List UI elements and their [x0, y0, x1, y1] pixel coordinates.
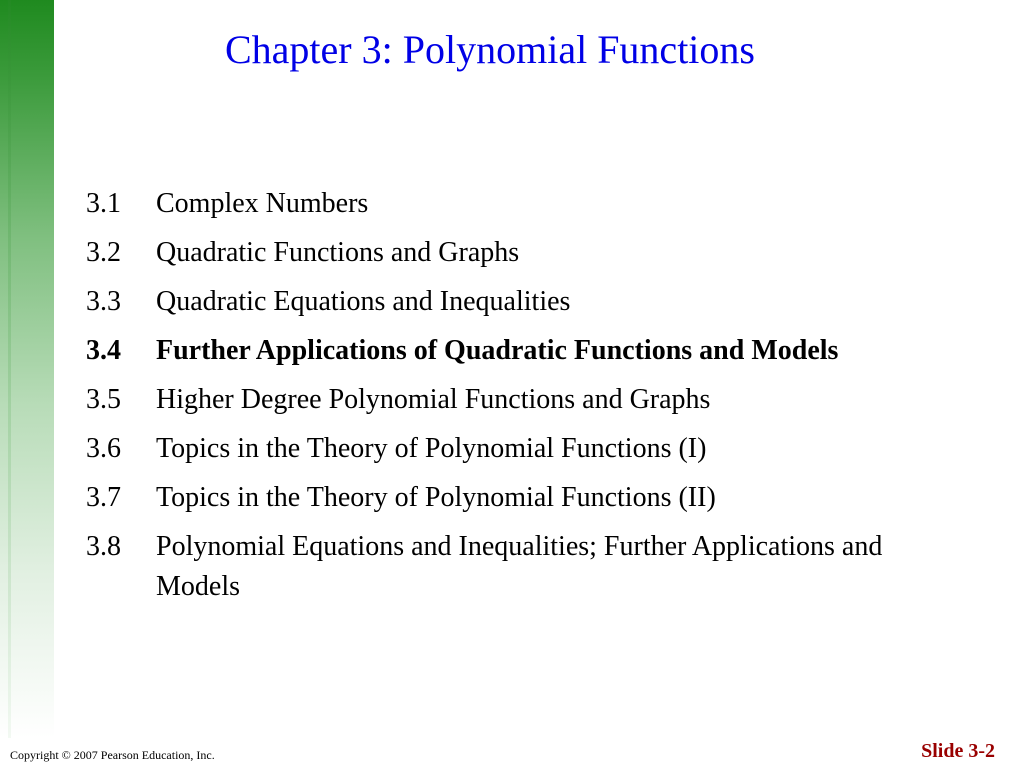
green-gradient-sidebar	[0, 0, 54, 738]
toc-item	[86, 380, 916, 420]
toc-item-text: Polynomial Equations and Inequalities; Further Applications and Models	[156, 531, 883, 602]
toc-item-text: Topics in the Theory of Polynomial Functions (I)	[156, 433, 707, 464]
toc-item-text: Topics in the Theory of Polynomial Functions (II)	[156, 482, 716, 513]
toc-item-text: Complex Numbers	[156, 188, 369, 219]
toc-item	[86, 527, 916, 607]
copyright-notice: Copyright © 2007 Pearson Education, Inc.	[10, 748, 215, 762]
toc-item	[86, 233, 916, 273]
toc-item	[86, 429, 916, 469]
toc-item-text: Quadratic Functions and Graphs	[156, 237, 520, 268]
toc-item-number: 3.8	[86, 531, 121, 562]
slide-title: Chapter 3: Polynomial Functions	[225, 27, 755, 72]
toc-item-current	[86, 331, 916, 371]
slide-number: Slide 3-2	[921, 740, 995, 762]
toc-item-number: 3.7	[86, 482, 121, 513]
toc-item-text: Higher Degree Polynomial Functions and Graphs	[156, 384, 711, 415]
toc-item-number: 3.2	[86, 237, 121, 268]
toc-item-number: 3.3	[86, 286, 121, 317]
toc-item-number: 3.1	[86, 188, 121, 219]
chapter-contents-list	[86, 184, 916, 616]
sidebar-edge-decoration	[8, 0, 11, 738]
toc-item	[86, 282, 916, 322]
toc-item-text: Further Applications of Quadratic Functions and Models	[156, 335, 839, 366]
toc-item-number: 3.4	[86, 335, 121, 366]
toc-item	[86, 184, 916, 224]
toc-item	[86, 478, 916, 518]
toc-item-text: Quadratic Equations and Inequalities	[156, 286, 571, 317]
toc-item-number: 3.5	[86, 384, 121, 415]
toc-item-number: 3.6	[86, 433, 121, 464]
